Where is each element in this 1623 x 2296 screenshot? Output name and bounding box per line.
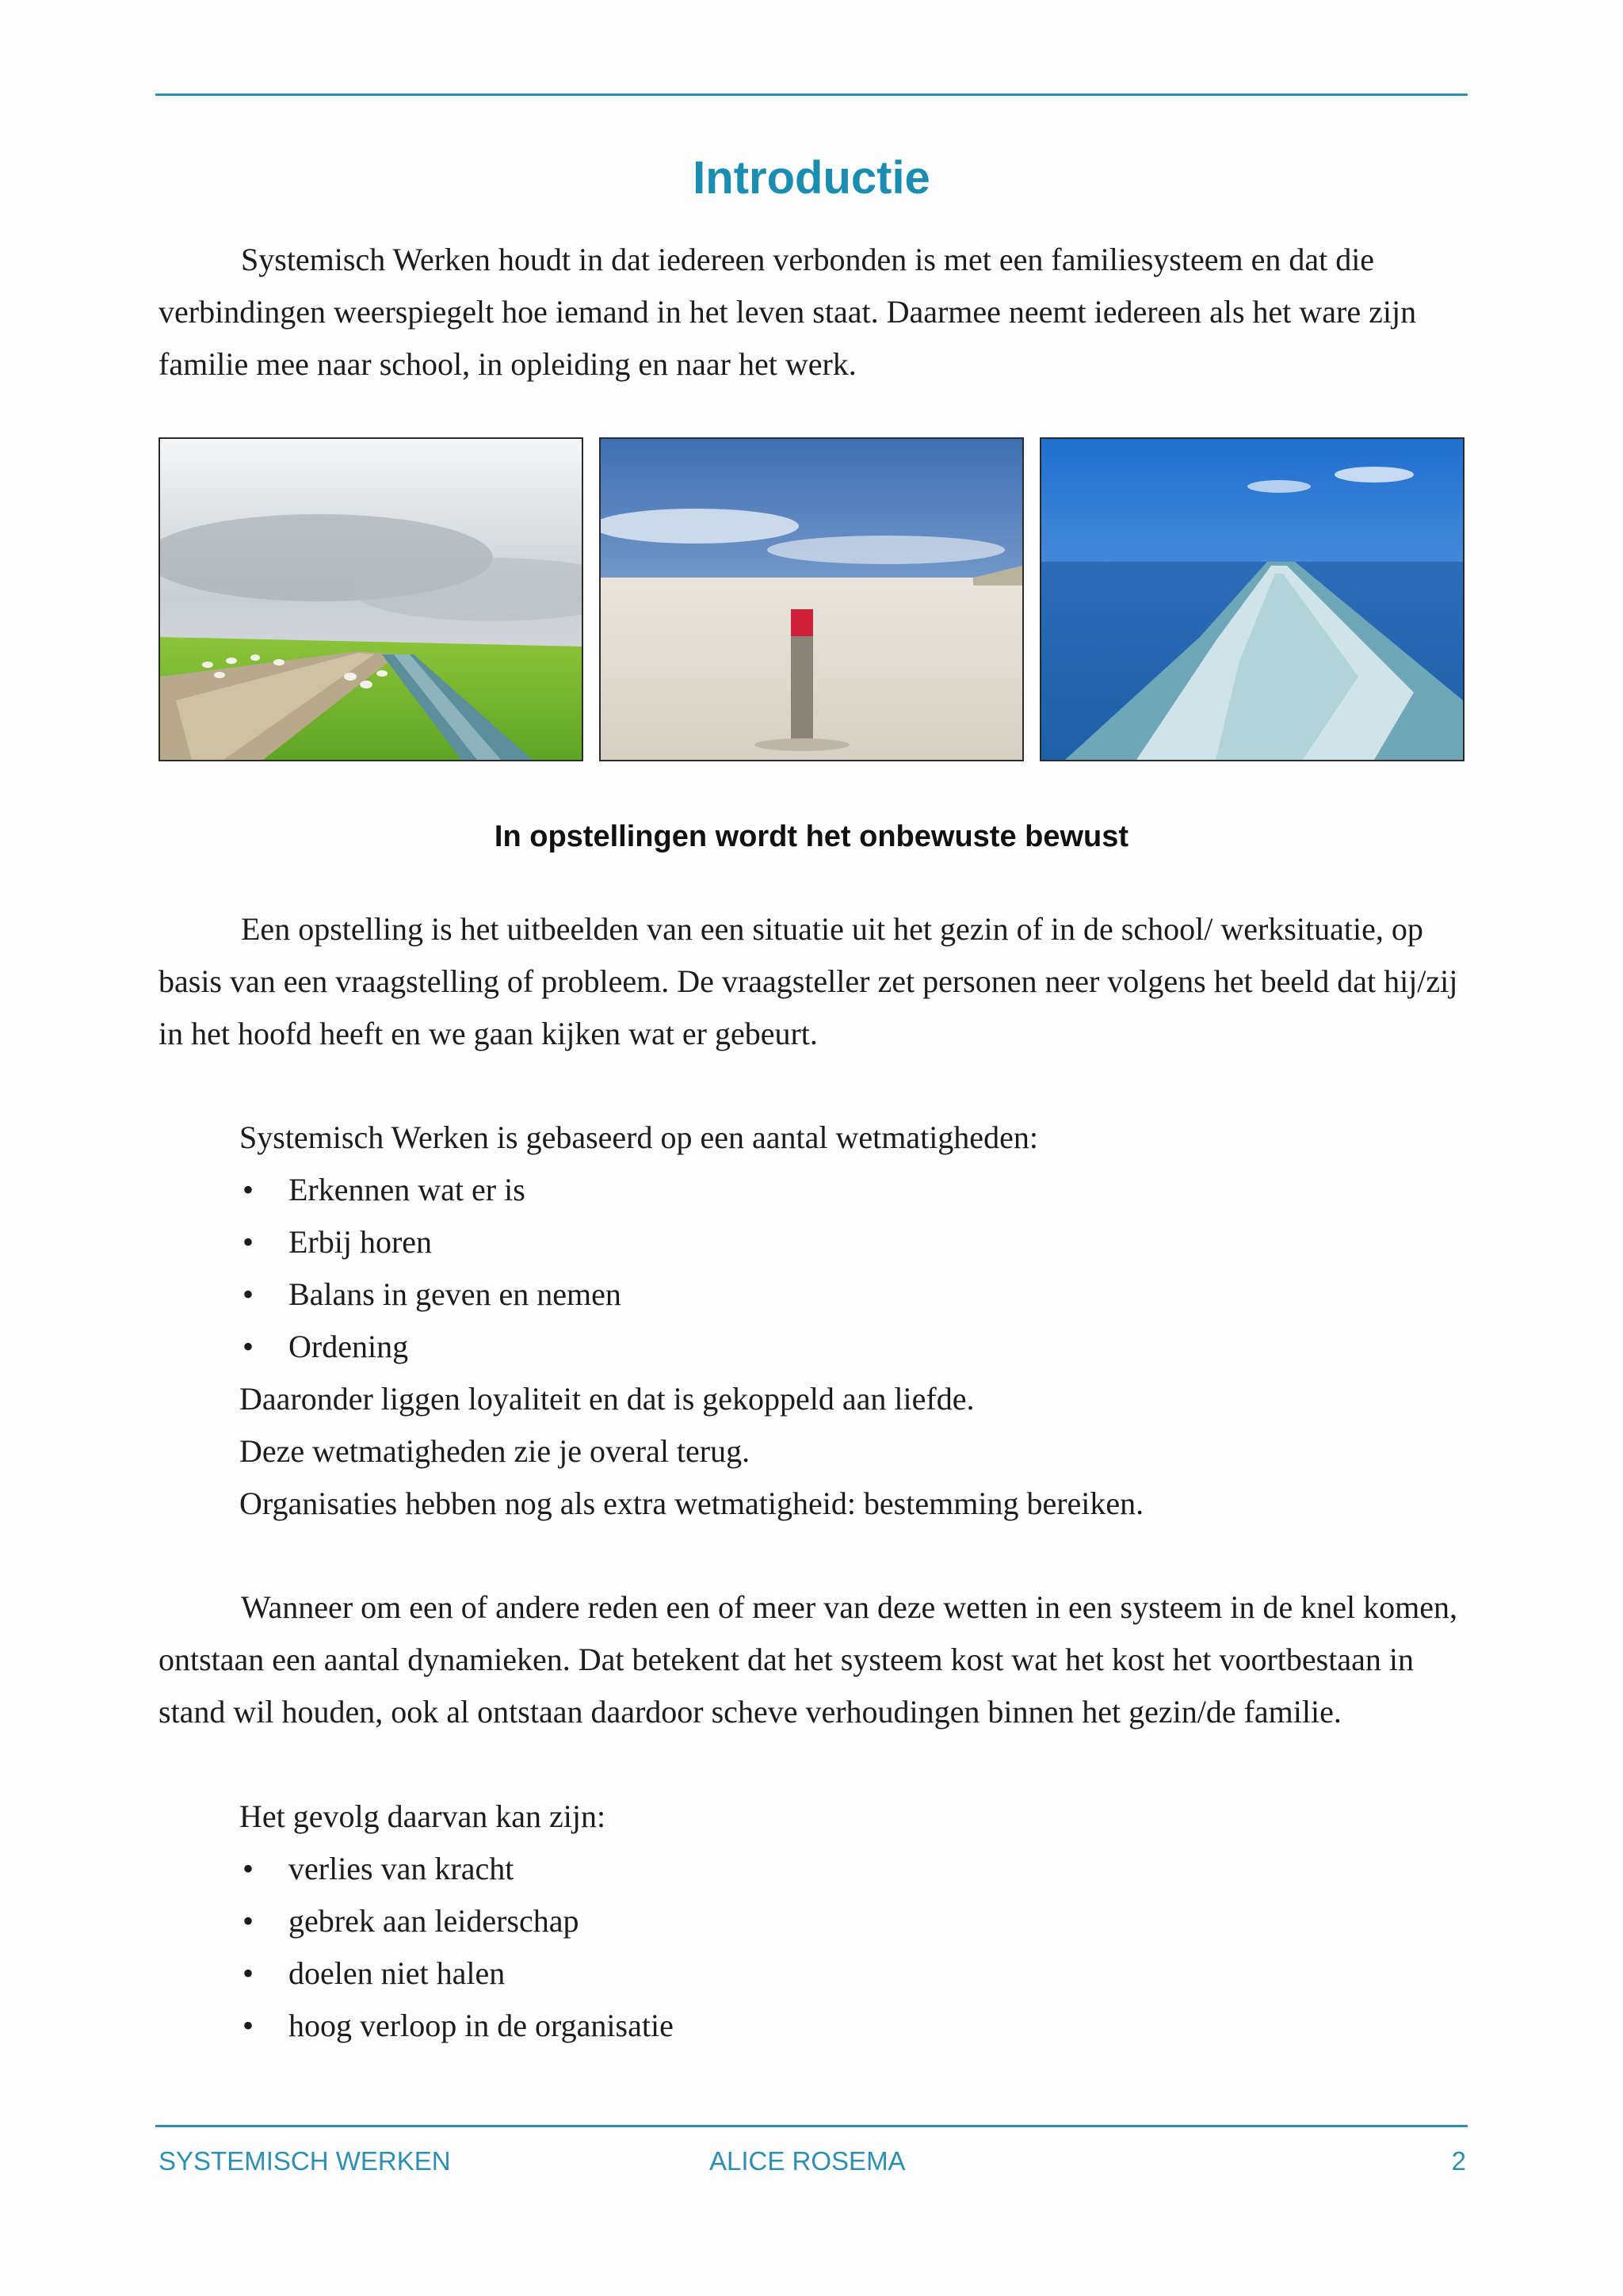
page-number: 2 — [1451, 2146, 1466, 2176]
list-item: • hoog verloop in de organisatie — [239, 2000, 674, 2052]
laws-list — [239, 1164, 621, 1373]
laws-intro: Systemisch Werken is gebaseerd op een aantal wetmatigheden: — [239, 1119, 1038, 1155]
bullet-icon: • — [242, 1955, 254, 1991]
list-item: • gebrek aan leiderschap — [239, 1895, 674, 1947]
beach-pole-photo — [599, 437, 1024, 761]
bullet-icon: • — [242, 1172, 254, 1207]
page-title: Introductie — [693, 152, 930, 204]
consequences-list — [239, 1843, 674, 2052]
list-item: • Erbij horen — [239, 1216, 621, 1268]
list-item: • verlies van kracht — [239, 1843, 674, 1895]
footer-rule — [155, 2125, 1468, 2127]
dike-with-sheep-photo — [158, 437, 583, 761]
footer-author: ALICE ROSEMA — [709, 2146, 906, 2176]
footer-left: SYSTEMISCH WERKEN — [158, 2146, 451, 2176]
opstelling-paragraph: Een opstelling is het uitbeelden van een situatie uit het gezin of in de school/ werksituatie, op basis van een vraagstelling of probleem. De vraagsteller zet personen neer volgens het beeld dat hij/zij in het hoofd heeft en we gaan kijken wat er gebeurt. — [158, 911, 1458, 1051]
list-item: • doelen niet halen — [239, 1947, 674, 2000]
section-subheading: In opstellingen wordt het onbewuste bewust — [494, 820, 1129, 853]
dynamics-paragraph: Wanneer om een of andere reden een of meer van deze wetten in een systeem in de knel komen, ontstaan een aantal dynamieken. Dat betekent dat het systeem kost wat het kost het voortbestaan in stand wil houden, ook al ontstaan daardoor scheve verhoudingen binnen het gezin/de familie. — [158, 1589, 1457, 1730]
consequences-intro: Het gevolg daarvan kan zijn: — [239, 1798, 606, 1834]
header-rule — [155, 93, 1468, 96]
bullet-icon: • — [242, 1224, 254, 1260]
bullet-icon: • — [242, 1276, 254, 1312]
ship-wake-sea-photo — [1040, 437, 1465, 761]
bullet-icon: • — [242, 1329, 254, 1364]
list-item: • Erkennen wat er is — [239, 1164, 621, 1216]
list-item: • Ordening — [239, 1321, 621, 1373]
bullet-icon: • — [242, 1851, 254, 1886]
laws-note-organisations: Organisaties hebben nog als extra wetmatigheid: bestemming bereiken. — [239, 1486, 1144, 1521]
laws-note-loyalty: Daaronder liggen loyaliteit en dat is gekoppeld aan liefde. — [239, 1381, 975, 1417]
intro-paragraph: Systemisch Werken houdt in dat iedereen verbonden is met een familiesysteem en dat die verbindingen weerspiegelt hoe iemand in het leven staat. Daarmee neemt iedereen als het ware zijn familie mee naar school, in opleiding en naar het werk. — [158, 242, 1417, 382]
bullet-icon: • — [242, 1903, 254, 1939]
list-item: • Balans in geven en nemen — [239, 1268, 621, 1321]
laws-note-everywhere: Deze wetmatigheden zie je overal terug. — [239, 1433, 750, 1469]
bullet-icon: • — [242, 2008, 254, 2043]
